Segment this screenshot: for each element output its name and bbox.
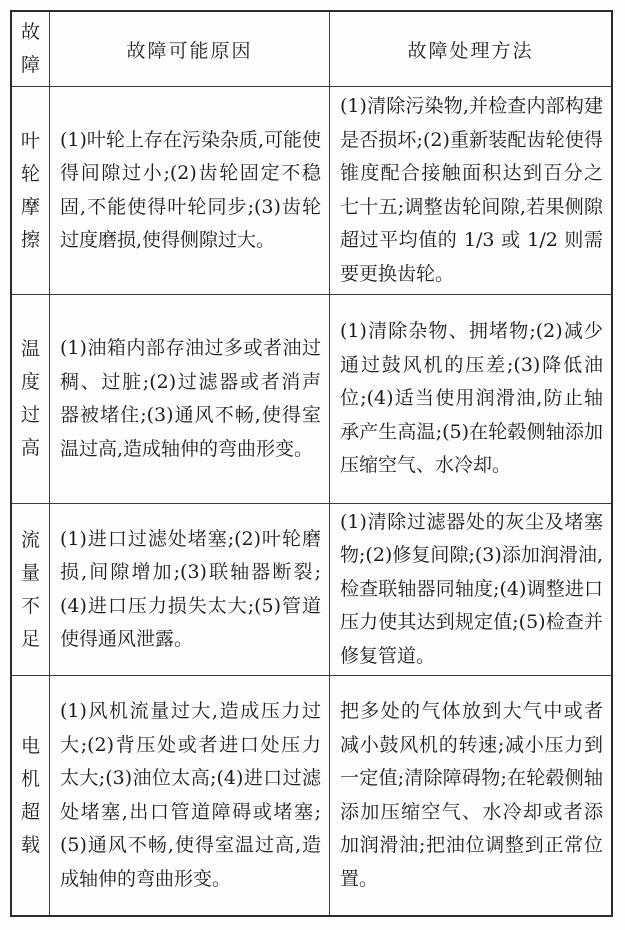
- solution-text: (1)清除杂物、拥堵物;(2)减少通过鼓风机的压差;(3)降低油位;(4)适当使用润滑油,防止轴承产生高温;(5)在轮毂侧轴添加压缩空气、水冷却。: [340, 320, 603, 477]
- header-cell-solution: [330, 12, 611, 87]
- header-fault-label: 故障: [20, 21, 40, 76]
- fault-name-cell: [12, 295, 50, 504]
- fault-name-cell: [12, 504, 50, 676]
- solution-text: 把多处的气体放到大气中或者减小鼓风机的转速;减小压力到一定值;清除障碍物;在轮毂侧轴添加压缩空气、水冷却或者添加润滑油;把油位调整到正常位置。: [340, 700, 603, 890]
- cause-text: (1)进口过滤处堵塞;(2)叶轮磨损,间隙增加;(3)联轴器断裂;(4)进口压力损失太大;(5)管道使得通风泄露。: [60, 527, 321, 650]
- header-cell-fault: [12, 12, 50, 87]
- fault-name-label: 流量不足: [20, 528, 40, 650]
- fault-diagnosis-table: [10, 10, 613, 917]
- solution-cell: [330, 295, 611, 504]
- solution-cell: [330, 504, 611, 676]
- solution-text: (1)清除过滤器处的灰尘及堵塞物;(2)修复间隙;(3)添加润滑油,检查联轴器同轴度;(4)调整进口压力使其达到规定值;(5)检查并修复管道。: [340, 510, 603, 667]
- solution-cell: [330, 87, 611, 295]
- solution-text: (1)清除污染物,并检查内部构建是否损坏;(2)重新装配齿轮使得锥度配合接触面积达到百分之七十五;调整齿轮间隙,若果侧隙超过平均值的 1/3 或 1/2 则需要更换齿轮。: [340, 95, 603, 285]
- cause-text: (1)叶轮上存在污染杂质,可能使得间隙过小;(2)齿轮固定不稳固,不能使得叶轮同步;(3)齿轮过度磨损,使得侧隙过大。: [60, 128, 321, 251]
- header-cell-cause: [50, 12, 330, 87]
- cause-cell: [50, 295, 330, 504]
- header-cause-label: 故障可能原因: [126, 39, 253, 62]
- cause-text: (1)油箱内部存油过多或者油过稠、过脏;(2)过滤器或者消声器被堵住;(3)通风不畅,使得室温过高,造成轴伸的弯曲形变。: [60, 337, 321, 460]
- cause-cell: [50, 504, 330, 676]
- fault-name-label: 叶轮摩擦: [20, 129, 40, 251]
- cause-cell: [50, 87, 330, 295]
- cause-cell: [50, 676, 330, 915]
- cause-text: (1)风机流量过大,造成压力过大;(2)背压处或者进口处压力太大;(3)油位太高;(4)进口过滤处堵塞,出口管道障碍或堵塞;(5)通风不畅,使得室温过高,造成轴伸的弯曲形变。: [60, 700, 321, 890]
- fault-name-label: 电机超载: [20, 734, 40, 856]
- fault-name-cell: [12, 676, 50, 915]
- fault-name-label: 温度过高: [20, 338, 40, 459]
- fault-name-cell: [12, 87, 50, 295]
- solution-cell: [330, 676, 611, 915]
- header-solution-label: 故障处理方法: [407, 39, 534, 62]
